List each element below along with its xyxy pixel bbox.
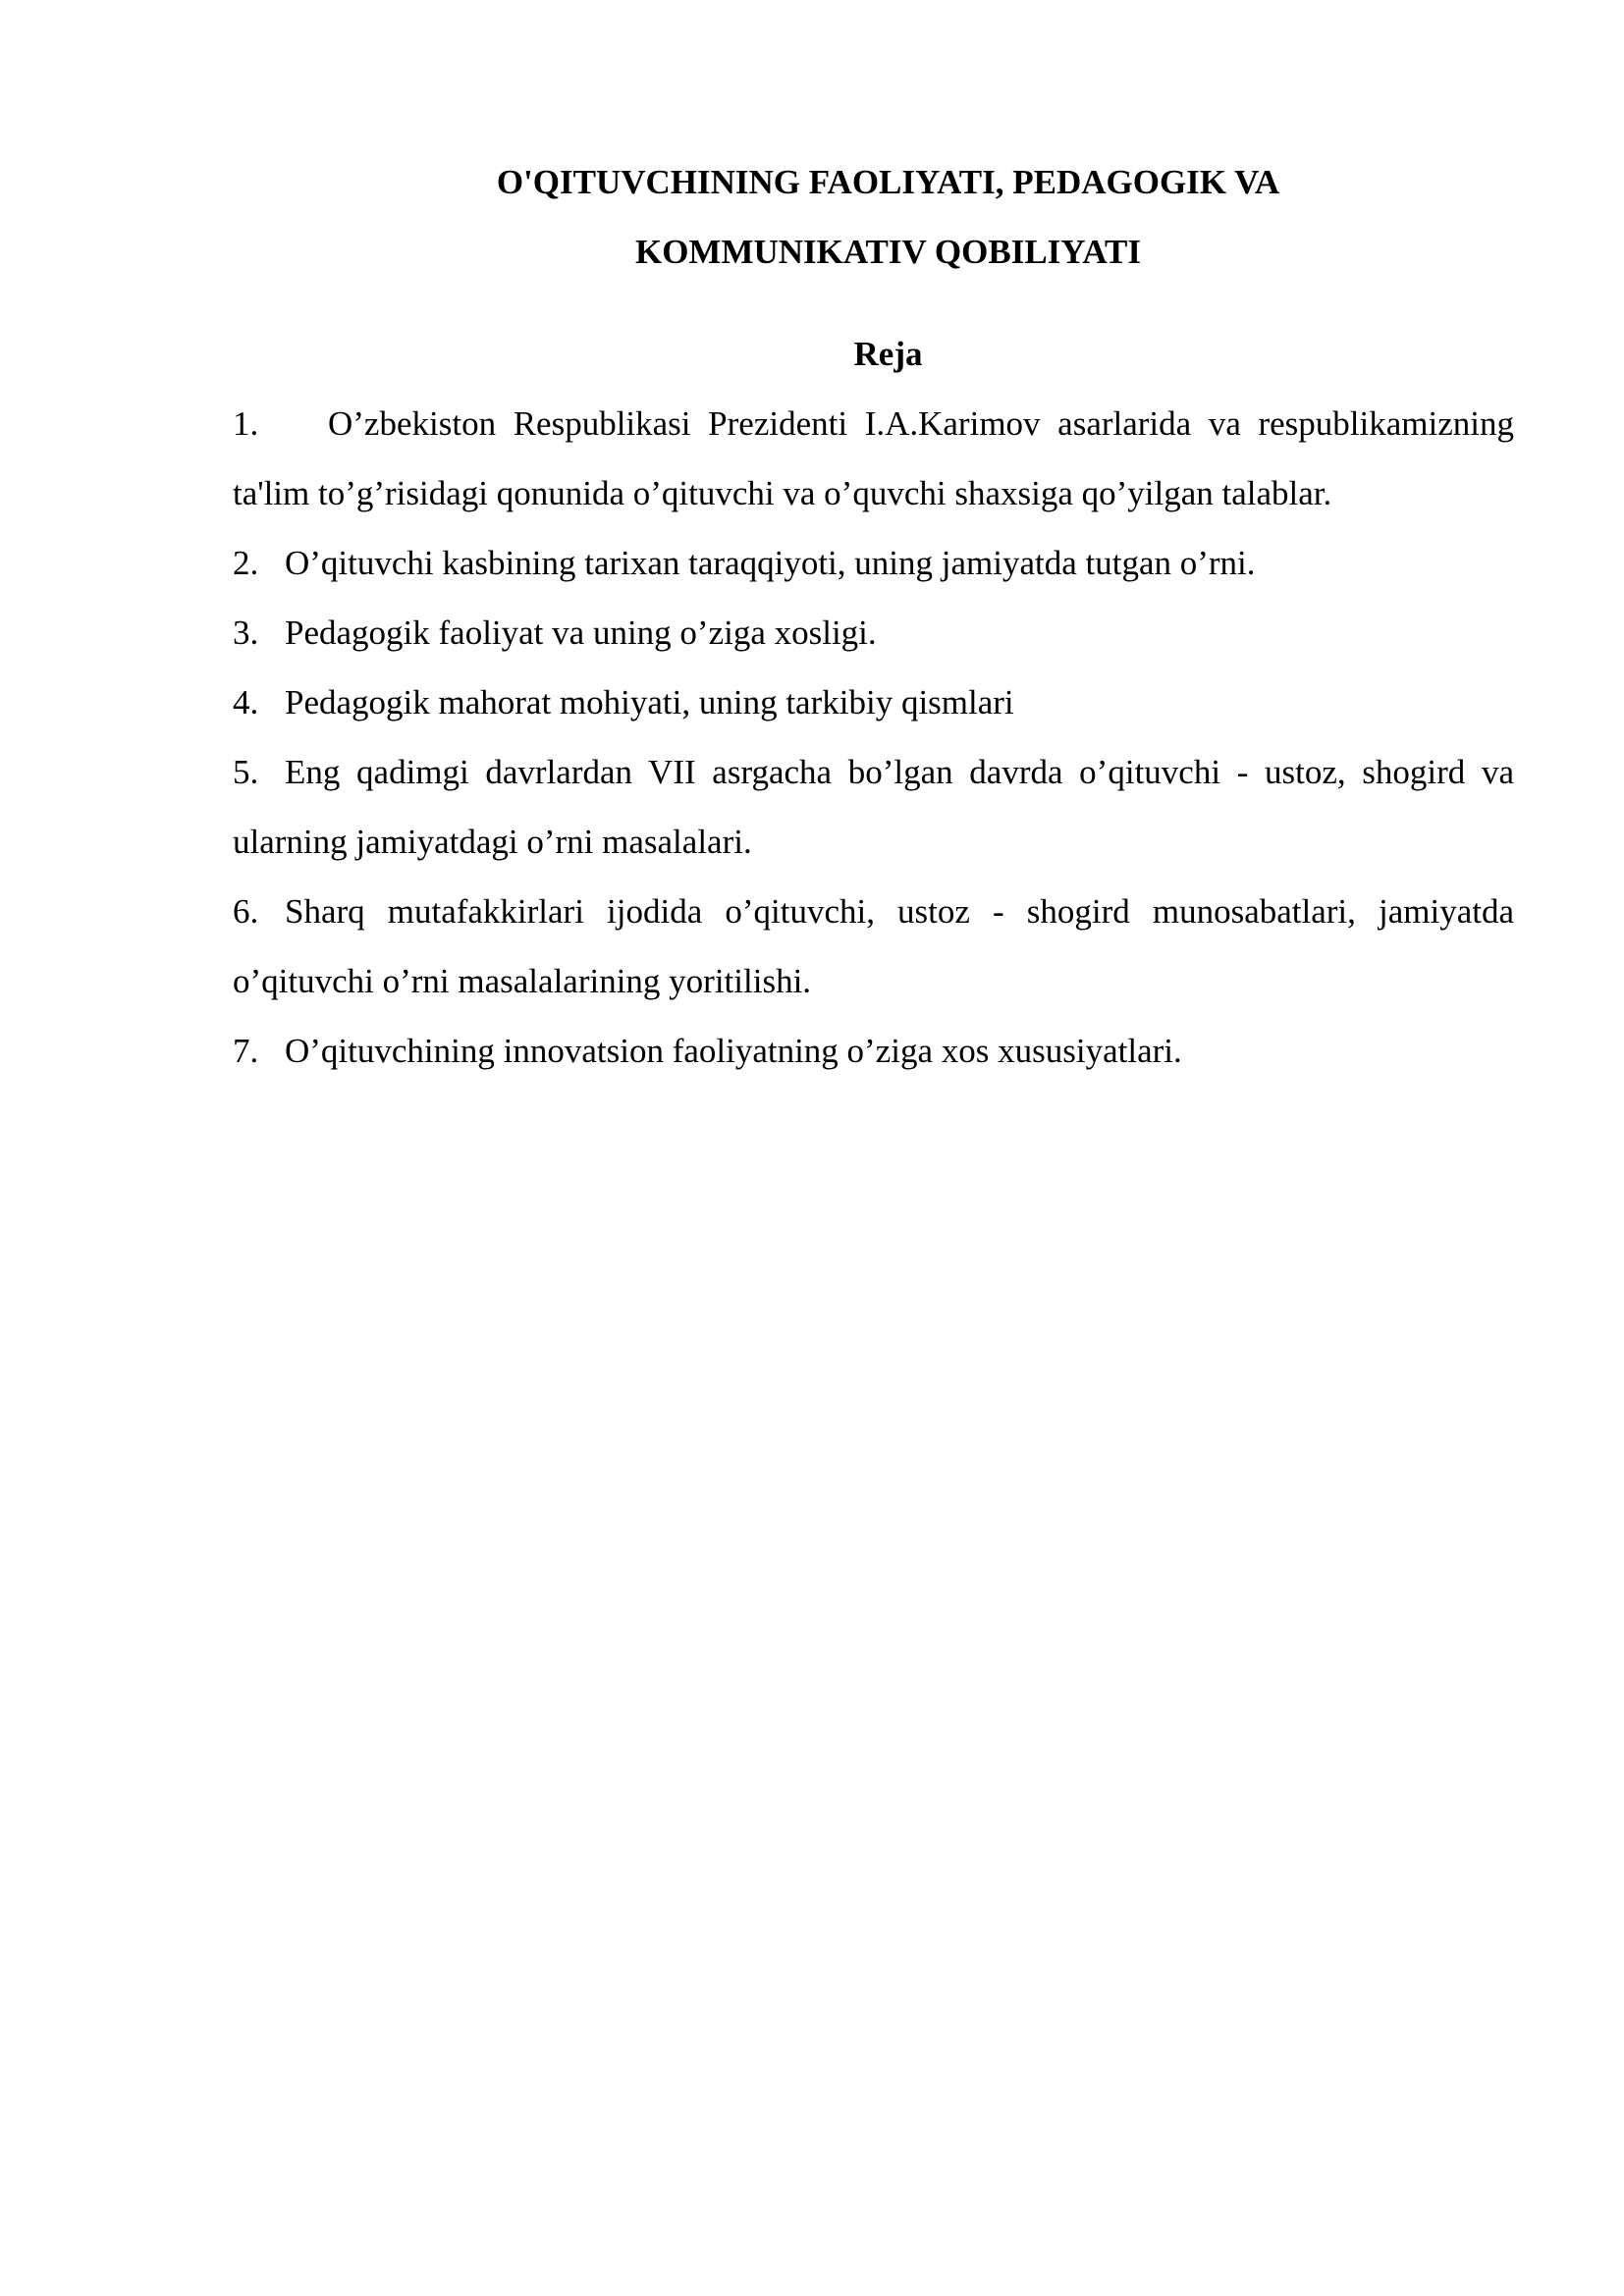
plan-item-3 bbox=[233, 598, 1514, 667]
document-title-line-1: O'QITUVCHINING FAOLIYATI, PEDAGOGIK VA bbox=[496, 163, 1280, 201]
document-title-line-2: KOMMUNIKATIV QOBILIYATI bbox=[634, 233, 1142, 271]
plan-item-number: 2. bbox=[233, 544, 259, 582]
document-title bbox=[233, 147, 1514, 287]
plan-item-text: Eng qadimgi davrlardan VII asrgacha bo’lgan davrda o’qituvchi - ustoz, shogird va ularning jamiyatdagi o’rni masalalari. bbox=[233, 753, 1514, 861]
plan-list bbox=[233, 389, 1514, 1086]
plan-item-text: Sharq mutafakkirlari ijodida o’qituvchi, ustoz - shogird munosabatlari, jamiyatda o’qituvchi o’rni masalalarining yoritilishi. bbox=[233, 892, 1514, 1000]
plan-heading: Reja bbox=[853, 335, 923, 373]
plan-item-6 bbox=[233, 877, 1514, 1016]
plan-item-text: O’zbekiston Respublikasi Prezidenti I.A.Karimov asarlarida va respublikamizning ta'lim to’g’risidagi qonunida o’qituvchi va o’quvchi shaxsiga qo’yilgan talablar. bbox=[233, 404, 1514, 512]
plan-item-number: 6. bbox=[233, 892, 259, 931]
plan-item-number: 1. bbox=[233, 404, 259, 443]
plan-item-4 bbox=[233, 667, 1514, 737]
plan-item-text: Pedagogik mahorat mohiyati, uning tarkibiy qismlari bbox=[285, 683, 1014, 721]
plan-item-number: 4. bbox=[233, 683, 259, 721]
plan-item-7 bbox=[233, 1016, 1514, 1086]
plan-item-5 bbox=[233, 737, 1514, 877]
plan-item-number: 5. bbox=[233, 753, 259, 791]
plan-item-1 bbox=[233, 389, 1514, 528]
plan-item-2 bbox=[233, 528, 1514, 598]
plan-item-text: O’qituvchining innovatsion faoliyatning o’ziga xos xususiyatlari. bbox=[285, 1032, 1182, 1070]
plan-item-number: 7. bbox=[233, 1032, 259, 1070]
document-content bbox=[233, 147, 1514, 1086]
plan-item-text: O’qituvchi kasbining tarixan taraqqiyoti, uning jamiyatda tutgan o’rni. bbox=[285, 544, 1256, 582]
plan-item-number: 3. bbox=[233, 614, 259, 652]
plan-item-text: Pedagogik faoliyat va uning o’ziga xosligi. bbox=[285, 614, 877, 652]
